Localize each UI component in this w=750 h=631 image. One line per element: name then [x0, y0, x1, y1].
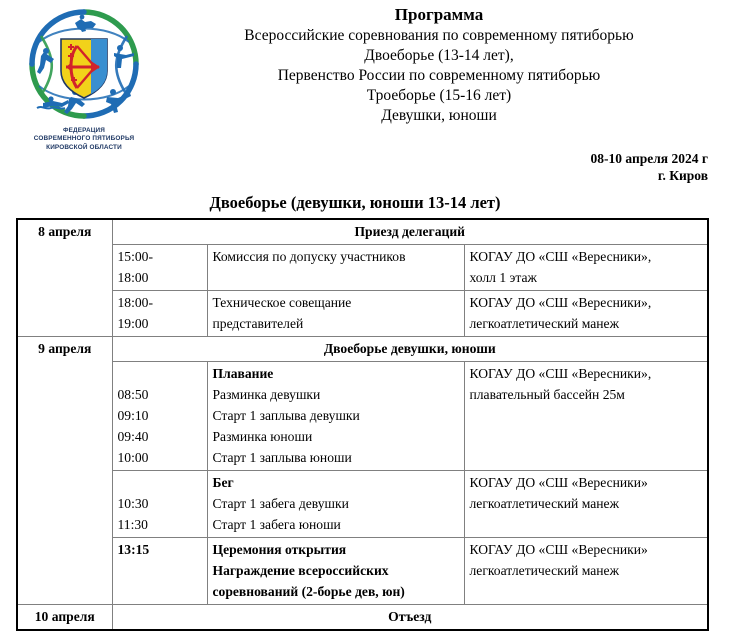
schedule-event-cell-line: Техническое совещание	[212, 295, 352, 311]
schedule-place-cell-line: КОГАУ ДО «СШ «Вересники»,	[469, 249, 652, 265]
event-dates: 08-10 апреля 2024 г	[590, 151, 708, 167]
header-line-5: Девушки, юноши	[381, 107, 497, 124]
schedule-event-cell-line: Старт 1 заплыва юноши	[212, 450, 352, 466]
schedule-time-cell-line: 10:00	[117, 450, 149, 466]
schedule-table-title: Двоеборье (девушки, юноши 13-14 лет)	[209, 193, 501, 213]
schedule-time-cell	[112, 538, 207, 605]
schedule-day-banner: Двоеборье девушки, юноши	[112, 337, 708, 362]
table-row	[17, 362, 708, 471]
schedule-place-cell	[464, 362, 708, 471]
schedule-place-cell	[464, 245, 708, 291]
schedule-time-cell	[112, 471, 207, 538]
schedule-date-cell: 8 апреля	[17, 219, 112, 337]
schedule-time-cell-line: 19:00	[117, 316, 149, 332]
title-block	[168, 0, 750, 126]
schedule-time-cell-line: 13:15	[117, 542, 150, 558]
schedule-place-cell-line: КОГАУ ДО «СШ «Вересники»,	[469, 295, 652, 311]
table-row	[17, 605, 708, 631]
schedule-date-cell: 9 апреля	[17, 337, 112, 605]
table-row	[17, 337, 708, 362]
logo-caption-line-3: КИРОВСКОЙ ОБЛАСТИ	[46, 143, 122, 151]
schedule-time-cell-line: 09:10	[117, 408, 149, 424]
schedule-place-cell-line: холл 1 этаж	[469, 270, 537, 286]
header-line-2: Двоеборье (13-14 лет),	[364, 47, 514, 64]
schedule-time-cell-line	[118, 472, 202, 493]
schedule-table	[16, 218, 709, 631]
table-row	[17, 291, 708, 337]
schedule-event-cell	[207, 362, 464, 471]
schedule-place-cell-line: легкоатлетический манеж	[469, 496, 619, 512]
federation-logo-block	[0, 0, 168, 152]
federation-logo-caption	[0, 127, 168, 152]
schedule-event-cell-line: Старт 1 забега юноши	[212, 517, 341, 533]
schedule-event-cell-line: Разминка юноши	[212, 429, 313, 445]
schedule-day-banner: Отъезд	[112, 605, 708, 631]
header-line-1: Всероссийские соревнования по современному пятиборью	[244, 27, 634, 44]
schedule-place-cell	[464, 291, 708, 337]
schedule-event-cell-line: представителей	[212, 316, 304, 332]
schedule-table-wrapper	[0, 218, 750, 631]
schedule-event-cell-line: Старт 1 заплыва девушки	[212, 408, 360, 424]
schedule-time-cell-line: 11:30	[117, 517, 148, 533]
schedule-time-cell	[112, 362, 207, 471]
schedule-place-cell	[464, 538, 708, 605]
schedule-time-cell	[112, 291, 207, 337]
schedule-event-cell	[207, 471, 464, 538]
table-row	[17, 471, 708, 538]
event-dates-location	[0, 150, 750, 184]
schedule-time-cell-line: 15:00-	[117, 249, 153, 265]
schedule-event-cell-line: Плавание	[212, 366, 274, 382]
schedule-place-cell	[464, 471, 708, 538]
document-header	[0, 0, 750, 152]
schedule-place-cell-line: КОГАУ ДО «СШ «Вересники»	[469, 542, 648, 558]
schedule-event-cell-line: Комиссия по допуску участников	[212, 249, 406, 265]
table-row	[17, 245, 708, 291]
logo-caption-line-1: ФЕДЕРАЦИЯ	[62, 127, 106, 134]
table-row	[17, 538, 708, 605]
logo-caption-line-2: СОВРЕМЕННОГО ПЯТИБОРЬЯ	[33, 135, 135, 143]
event-city: г. Киров	[657, 168, 708, 184]
schedule-time-cell-line: 09:40	[117, 429, 149, 445]
schedule-place-cell-line: КОГАУ ДО «СШ «Вересники»	[469, 475, 648, 491]
schedule-event-cell-line: Старт 1 забега девушки	[212, 496, 349, 512]
schedule-time-cell	[112, 245, 207, 291]
federation-emblem-icon	[21, 6, 147, 126]
schedule-time-cell-line	[118, 363, 202, 384]
schedule-place-cell-line: легкоатлетический манеж	[469, 316, 619, 332]
schedule-event-cell-line: Церемония открытия	[212, 542, 347, 558]
schedule-time-cell-line: 10:30	[117, 496, 149, 512]
header-line-4: Троеборье (15-16 лет)	[366, 87, 512, 104]
schedule-event-cell-line: Разминка девушки	[212, 387, 321, 403]
schedule-time-cell-line: 18:00	[117, 270, 149, 286]
schedule-place-cell-line: КОГАУ ДО «СШ «Вересники»,	[469, 366, 652, 382]
schedule-event-cell	[207, 291, 464, 337]
schedule-event-cell-line: Бег	[212, 475, 234, 491]
schedule-event-cell-line: соревнований (2-борье дев, юн)	[212, 584, 405, 600]
schedule-place-cell-line: плавательный бассейн 25м	[469, 387, 625, 403]
schedule-event-cell-line: Награждение всероссийских	[212, 563, 389, 579]
schedule-place-cell-line: легкоатлетический манеж	[469, 563, 619, 579]
schedule-time-cell-line: 18:00-	[117, 295, 153, 311]
schedule-time-cell-line: 08:50	[117, 387, 149, 403]
schedule-event-cell	[207, 245, 464, 291]
document-title: Программа	[394, 5, 484, 24]
schedule-event-cell	[207, 538, 464, 605]
schedule-day-banner: Приезд делегаций	[112, 219, 708, 245]
schedule-date-cell: 10 апреля	[17, 605, 112, 631]
header-line-3: Первенство России по современному пятиборью	[277, 67, 601, 84]
table-row	[17, 219, 708, 245]
